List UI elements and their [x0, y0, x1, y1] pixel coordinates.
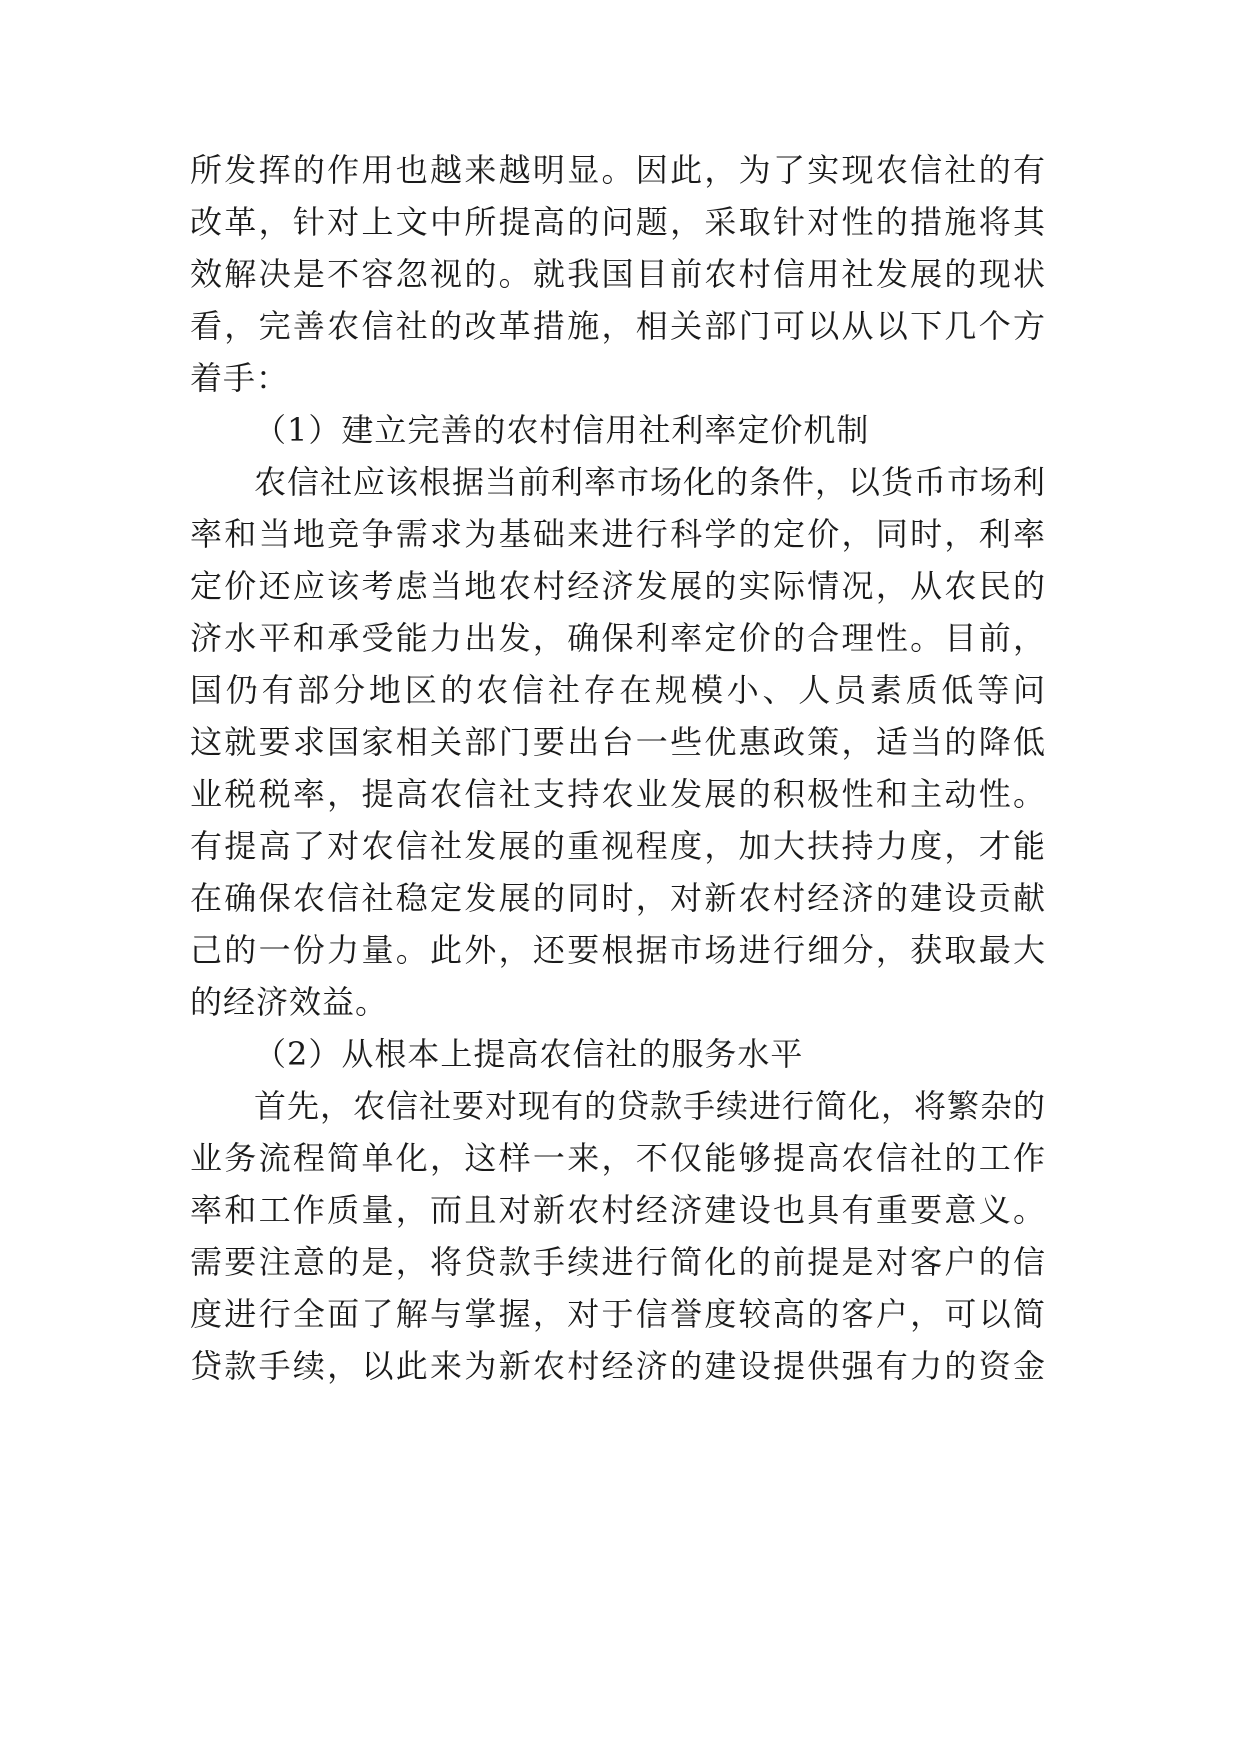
paragraph-line: 所发挥的作用也越来越明显。因此，为了实现农信社的有	[190, 151, 1046, 189]
paragraph-line: 农信社应该根据当前利率市场化的条件，以货币市场利	[254, 463, 1046, 501]
paragraph-line: 国仍有部分地区的农信社存在规模小、人员素质低等问	[190, 671, 1046, 709]
paragraph-line: 贷款手续，以此来为新农村经济的建设提供强有力的资金	[190, 1347, 1046, 1385]
paragraph-line: 己的一份力量。此外，还要根据市场进行细分，获取最大	[190, 931, 1046, 969]
paragraph-line: 济水平和承受能力出发，确保利率定价的合理性。目前，	[190, 619, 1046, 657]
paragraph-line: 需要注意的是，将贷款手续进行简化的前提是对客户的信	[190, 1243, 1046, 1281]
paragraph-line: 业税税率，提高农信社支持农业发展的积极性和主动性。	[190, 775, 1046, 813]
paragraph-line: 的经济效益。	[190, 983, 389, 1021]
paragraph-line: 首先，农信社要对现有的贷款手续进行简化，将繁杂的	[254, 1087, 1046, 1125]
paragraph-line: 率和工作质量，而且对新农村经济建设也具有重要意义。	[190, 1191, 1046, 1229]
paragraph-line: 效解决是不容忽视的。就我国目前农村信用社发展的现状	[190, 255, 1046, 293]
paragraph-line: 率和当地竞争需求为基础来进行科学的定价，同时，利率	[190, 515, 1046, 553]
paragraph-line: 有提高了对农信社发展的重视程度，加大扶持力度，才能	[190, 827, 1046, 865]
paragraph-line: 这就要求国家相关部门要出台一些优惠政策，适当的降低	[190, 723, 1046, 761]
section-heading: （2）从根本上提高农信社的服务水平	[254, 1035, 804, 1073]
paragraph-line: 业务流程简单化，这样一来，不仅能够提高农信社的工作	[190, 1139, 1046, 1177]
paragraph-line: 着手：	[190, 359, 290, 397]
paragraph-line: 改革，针对上文中所提高的问题，采取针对性的措施将其	[190, 203, 1046, 241]
paragraph-line: 度进行全面了解与掌握，对于信誉度较高的客户，可以简	[190, 1295, 1046, 1333]
paragraph-line: 在确保农信社稳定发展的同时，对新农村经济的建设贡献	[190, 879, 1046, 917]
paragraph-line: 定价还应该考虑当地农村经济发展的实际情况，从农民的	[190, 567, 1046, 605]
section-heading: （1）建立完善的农村信用社利率定价机制	[254, 411, 870, 449]
paragraph-line: 看，完善农信社的改革措施，相关部门可以从以下几个方	[190, 307, 1046, 345]
